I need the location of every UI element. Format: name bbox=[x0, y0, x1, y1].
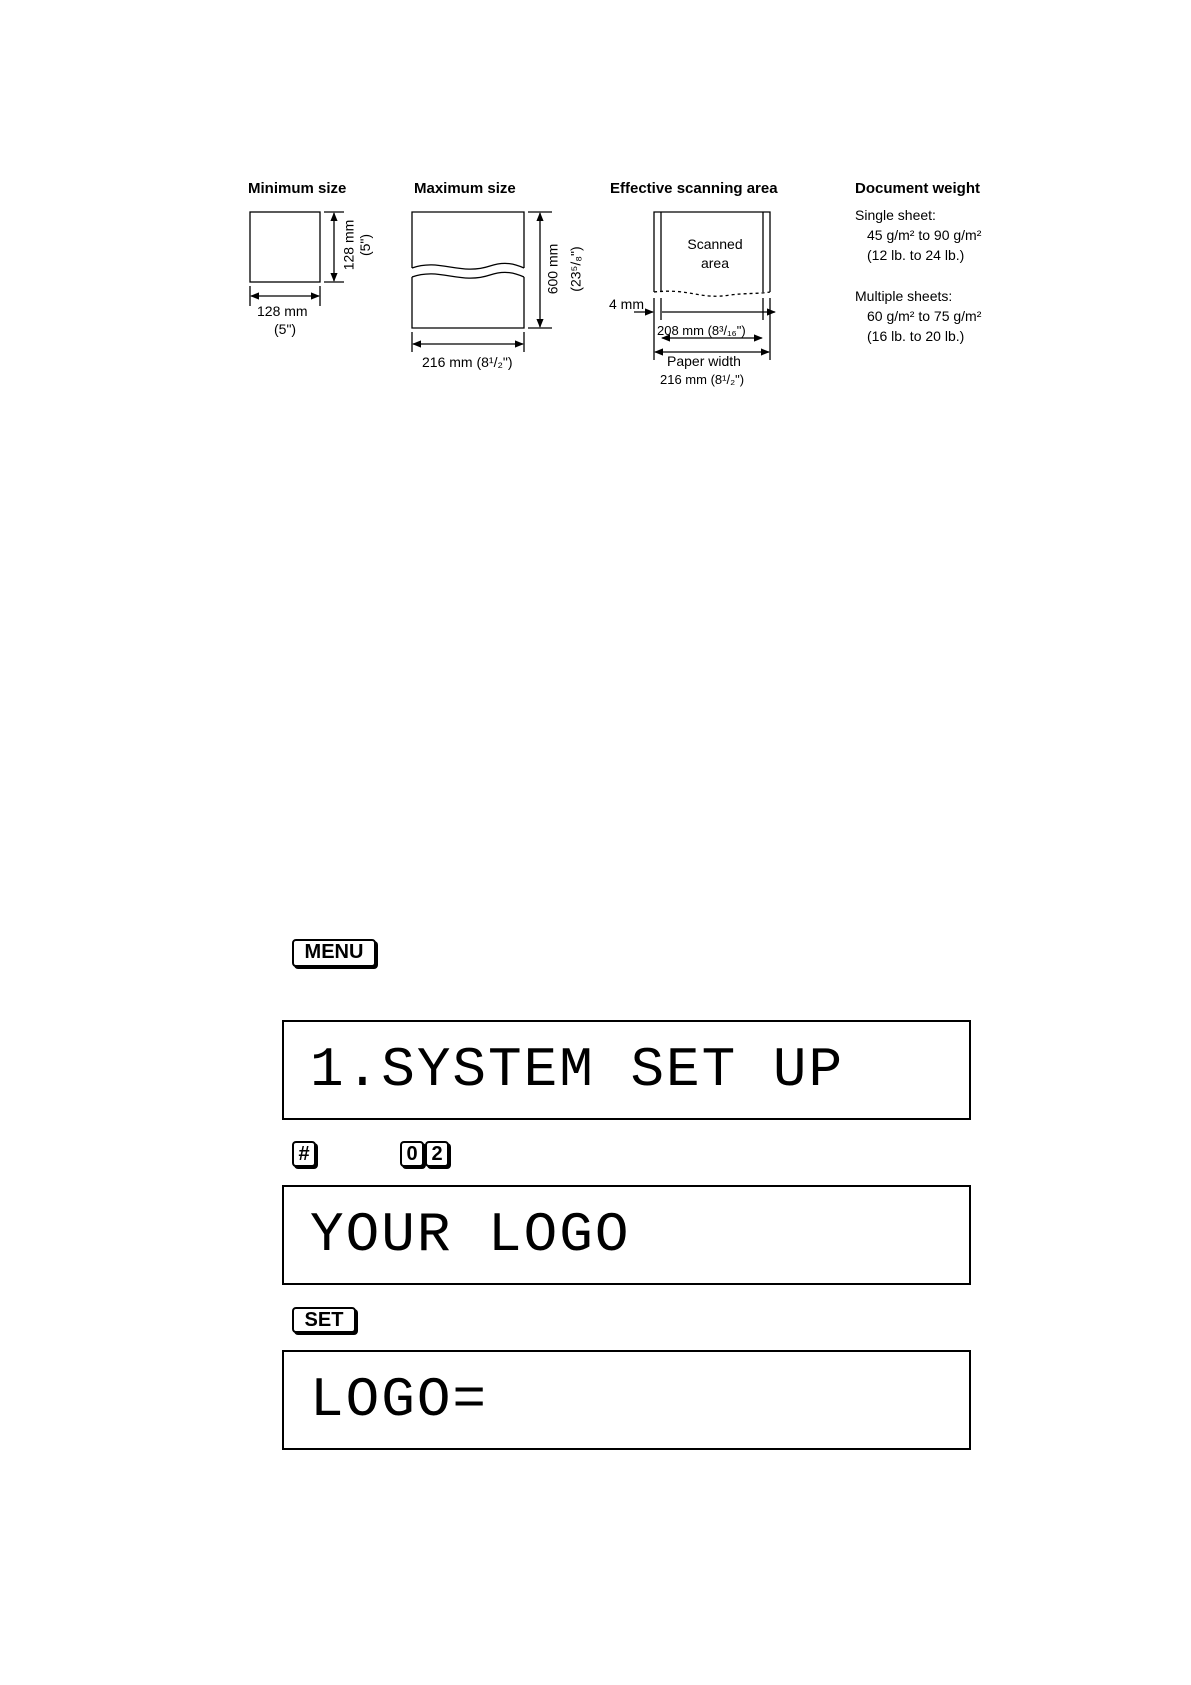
two-key[interactable]: 2 bbox=[425, 1141, 449, 1167]
single-sheet-label: Single sheet: bbox=[855, 207, 936, 223]
document-size-diagram bbox=[0, 0, 1191, 420]
max-size-sheet-bottom bbox=[412, 277, 524, 328]
scan-sheet bbox=[654, 212, 770, 292]
max-size-title: Maximum size bbox=[414, 180, 516, 197]
zero-key[interactable]: 0 bbox=[400, 1141, 424, 1167]
single-sheet-lb: (12 lb. to 24 lb.) bbox=[867, 247, 965, 263]
paper-width-value: 216 mm (8¹/₂") bbox=[660, 372, 745, 387]
display-text-3: LOGO= bbox=[310, 1368, 489, 1432]
max-width-label: 216 mm (8¹/₂") bbox=[422, 354, 513, 370]
hash-key[interactable]: # bbox=[292, 1141, 316, 1167]
display-text-1: 1.SYSTEM SET UP bbox=[310, 1038, 845, 1102]
max-height-in: (23⁵/₈") bbox=[567, 246, 584, 292]
scan-width-label: 208 mm (8³/₁₆") bbox=[657, 323, 746, 338]
display-text-2: YOUR LOGO bbox=[310, 1203, 631, 1267]
max-height-mm: 600 mm bbox=[544, 243, 561, 295]
display-logo-entry bbox=[282, 1350, 971, 1450]
margin-label: 4 mm bbox=[609, 296, 644, 312]
display-your-logo bbox=[282, 1185, 971, 1285]
menu-key[interactable]: MENU bbox=[292, 939, 376, 967]
paper-width-title: Paper width bbox=[667, 353, 741, 369]
weight-title: Document weight bbox=[855, 180, 981, 197]
multi-sheet-label: Multiple sheets: bbox=[855, 288, 953, 304]
min-width-mm: 128 mm bbox=[257, 303, 308, 319]
scanned-area-line1: Scanned bbox=[687, 236, 743, 252]
min-size-sheet bbox=[250, 212, 320, 282]
min-width-in: (5") bbox=[274, 321, 297, 337]
set-key[interactable]: SET bbox=[292, 1307, 356, 1333]
max-size-sheet-top bbox=[412, 212, 524, 268]
multi-sheet-lb: (16 lb. to 20 lb.) bbox=[867, 328, 965, 344]
multi-sheet-range: 60 g/m² to 75 g/m² bbox=[867, 308, 982, 324]
scan-area-title: Effective scanning area bbox=[610, 180, 778, 197]
single-sheet-range: 45 g/m² to 90 g/m² bbox=[867, 227, 982, 243]
display-system-setup bbox=[282, 1020, 971, 1120]
min-size-title: Minimum size bbox=[248, 180, 347, 197]
min-height-in: (5") bbox=[357, 233, 374, 257]
min-height-mm: 128 mm bbox=[340, 219, 357, 271]
scanned-area-line2: area bbox=[700, 255, 730, 271]
